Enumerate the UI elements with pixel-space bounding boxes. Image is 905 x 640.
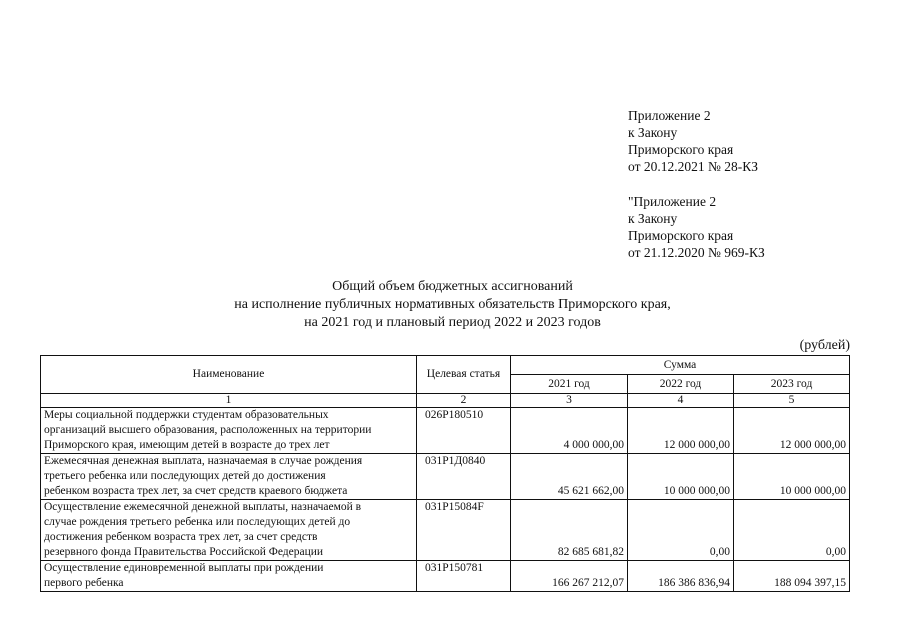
header-sum: Сумма xyxy=(511,356,850,375)
row-code: 026P180510 xyxy=(417,408,511,454)
units-label: (рублей) xyxy=(799,338,850,353)
appendix-line: Приморского края xyxy=(628,142,734,157)
row-name-line: Осуществление единовременной выплаты при рождении xyxy=(44,562,324,574)
table-row xyxy=(41,454,850,500)
appendix-line: от 21.12.2020 № 969-КЗ xyxy=(628,245,765,260)
row-name-line: ребенком возраста трех лет, за счет средств краевого бюджета xyxy=(44,485,348,497)
row-value-2021: 4 000 000,00 xyxy=(511,408,628,454)
table-row xyxy=(41,500,850,561)
header-year-2021: 2021 год xyxy=(511,375,628,394)
header-year-2022: 2022 год xyxy=(628,375,734,394)
row-name-line: Меры социальной поддержки студентам образовательных xyxy=(44,409,329,421)
document-title xyxy=(0,278,905,332)
row-name-line: третьего ребенка или последующих детей до достижения xyxy=(44,470,326,482)
appendix-header-previous xyxy=(628,193,888,261)
appendix-line: Приложение 2 xyxy=(628,108,711,123)
appendix-header-current xyxy=(628,107,888,175)
row-value-2021: 166 267 212,07 xyxy=(511,561,628,592)
title-line: на 2021 год и плановый период 2022 и 2023 годов xyxy=(304,315,601,330)
column-index: 3 xyxy=(511,394,628,408)
appendix-line: к Закону xyxy=(628,125,678,140)
row-value-2023: 188 094 397,15 xyxy=(734,561,850,592)
row-name-line: резервного фонда Правительства Российской Федерации xyxy=(44,546,324,558)
row-value-2023: 0,00 xyxy=(734,500,850,561)
row-value-2021: 45 621 662,00 xyxy=(511,454,628,500)
row-value-2022: 186 386 836,94 xyxy=(628,561,734,592)
column-index-row xyxy=(41,394,850,408)
appendix-line: от 20.12.2021 № 28-КЗ xyxy=(628,159,758,174)
row-name xyxy=(41,500,417,561)
row-code: 031P15084F xyxy=(417,500,511,561)
header-year-2023: 2023 год xyxy=(734,375,850,394)
row-value-2023: 12 000 000,00 xyxy=(734,408,850,454)
column-index: 1 xyxy=(41,394,417,408)
header-name: Наименование xyxy=(41,356,417,394)
table-row xyxy=(41,408,850,454)
title-line: Общий объем бюджетных ассигнований xyxy=(332,279,573,294)
header-row xyxy=(41,356,850,375)
row-name-line: Приморского края, имеющим детей в возрасте до трех лет xyxy=(44,439,330,451)
row-name-line: первого ребенка xyxy=(44,577,124,589)
title-line: на исполнение публичных нормативных обязательств Приморского края, xyxy=(234,297,671,312)
column-index: 4 xyxy=(628,394,734,408)
row-name xyxy=(41,561,417,592)
appendix-line: Приморского края xyxy=(628,228,734,243)
row-code: 031P1Д0840 xyxy=(417,454,511,500)
row-name xyxy=(41,454,417,500)
appendix-line: к Закону xyxy=(628,211,678,226)
row-name-line: случае рождения третьего ребенка или последующих детей до xyxy=(44,516,351,528)
row-value-2022: 10 000 000,00 xyxy=(628,454,734,500)
row-name-line: Осуществление ежемесячной денежной выплаты, назначаемой в xyxy=(44,501,362,513)
row-name-line: достижения ребенком возраста трех лет, за счет средств xyxy=(44,531,318,543)
row-value-2023: 10 000 000,00 xyxy=(734,454,850,500)
row-name-line: организаций высшего образования, расположенных на территории xyxy=(44,424,372,436)
row-name-line: Ежемесячная денежная выплата, назначаемая в случае рождения xyxy=(44,455,363,467)
row-value-2021: 82 685 681,82 xyxy=(511,500,628,561)
row-code: 031P150781 xyxy=(417,561,511,592)
appropriations-table xyxy=(40,355,850,592)
row-name xyxy=(41,408,417,454)
column-index: 5 xyxy=(734,394,850,408)
row-value-2022: 0,00 xyxy=(628,500,734,561)
appendix-line: "Приложение 2 xyxy=(628,194,717,209)
row-value-2022: 12 000 000,00 xyxy=(628,408,734,454)
header-code: Целевая статья xyxy=(417,356,511,394)
column-index: 2 xyxy=(417,394,511,408)
table-row xyxy=(41,561,850,592)
